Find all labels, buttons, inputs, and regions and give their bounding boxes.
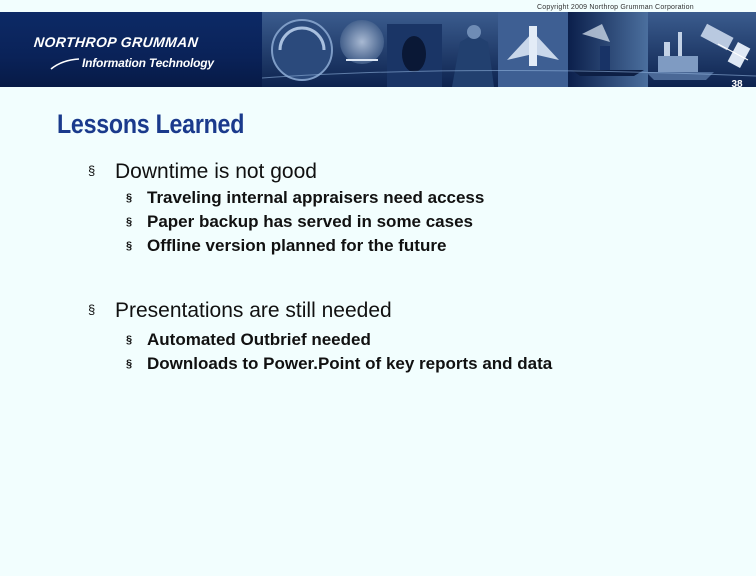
bullet-level2 bbox=[126, 354, 552, 374]
bullet-icon: § bbox=[88, 163, 96, 178]
bullet-text: Downloads to Power.Point of key reports and data bbox=[147, 354, 553, 373]
bullet-icon: § bbox=[126, 240, 133, 252]
bullet-icon: § bbox=[126, 358, 133, 370]
banner-imagery bbox=[262, 12, 756, 87]
bullet-icon: § bbox=[126, 334, 133, 346]
copyright-notice: Copyright 2009 Northrop Grumman Corporation bbox=[537, 4, 694, 11]
logo-swoosh-icon bbox=[50, 58, 80, 70]
bullet-text: Presentations are still needed bbox=[115, 299, 392, 322]
slide-title: Lessons Learned bbox=[57, 109, 245, 139]
bullet-text: Automated Outbrief needed bbox=[147, 330, 371, 349]
bullet-level1 bbox=[88, 160, 317, 184]
bullet-icon: § bbox=[126, 216, 133, 228]
bullet-text: Offline version planned for the future bbox=[147, 236, 447, 255]
slide-number: 38 bbox=[731, 79, 743, 87]
company-logo: NORTHROP GRUMMAN bbox=[33, 34, 200, 50]
bullet-level2 bbox=[126, 236, 446, 256]
bullet-icon: § bbox=[126, 192, 133, 204]
bullet-level1 bbox=[88, 299, 392, 323]
bullet-text: Traveling internal appraisers need access bbox=[147, 188, 485, 207]
bullet-level2 bbox=[126, 212, 473, 232]
bullet-icon: § bbox=[88, 302, 96, 317]
bullet-text: Paper backup has served in some cases bbox=[147, 212, 474, 231]
bullet-text: Downtime is not good bbox=[115, 160, 317, 183]
header-banner bbox=[0, 12, 756, 87]
bullet-level2 bbox=[126, 330, 371, 350]
bullet-level2 bbox=[126, 188, 484, 208]
division-label: Information Technology bbox=[82, 56, 214, 70]
